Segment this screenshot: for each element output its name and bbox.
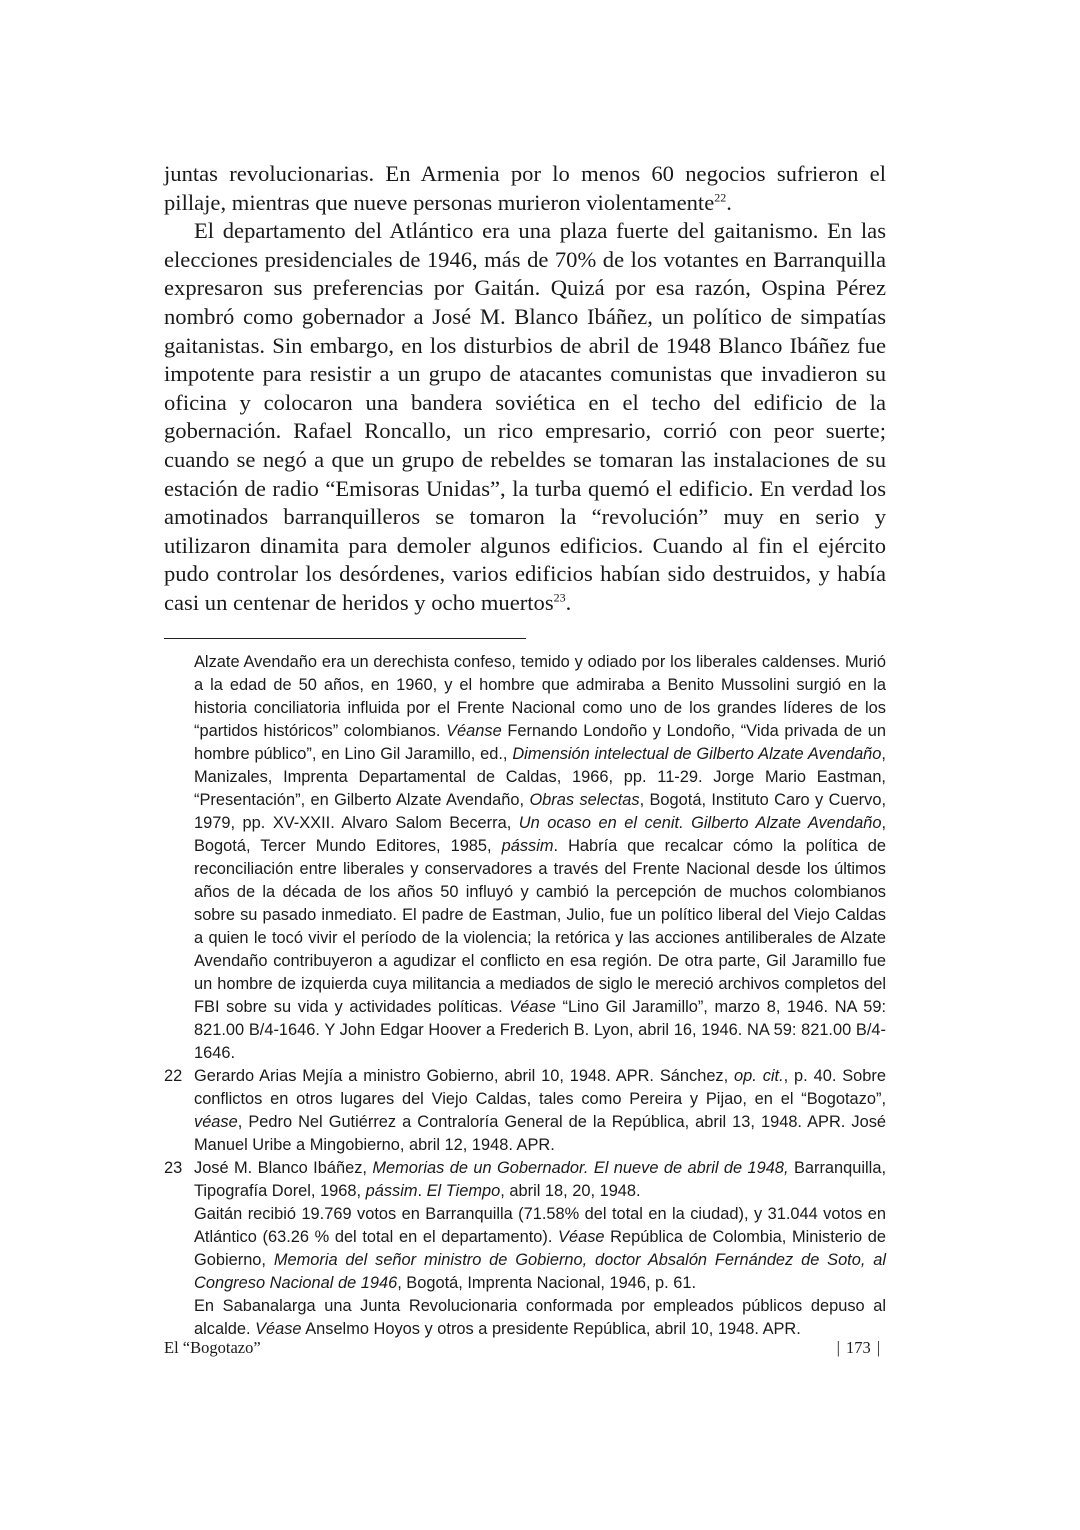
paragraph-2 [164, 217, 886, 617]
page-number-bar-right: | [876, 1338, 880, 1357]
page-number: 173 [845, 1338, 871, 1357]
paragraph-2-end: . [565, 589, 572, 615]
footnote-number: 22 [164, 1066, 183, 1085]
footnote-extra-2: En Sabanalarga una Junta Revolucionaria conformada por empleados públicos depuso al alcalde. Véase Anselmo Hoyos y otros a presidente República, abril 10, 1948. APR. [194, 1296, 886, 1338]
footnote-ref-23[interactable]: 23 [553, 590, 566, 605]
footnote-divider [164, 638, 526, 639]
footnote-extra-1: Gaitán recibió 19.769 votos en Barranquilla (71.58% del total en la ciudad), y 31.044 votos en Atlántico (63.26 % del total en el departamento). Véase República de Colombia, Ministerio de Gobierno, Memoria del señor ministro de Gobierno, doctor Absalón Fernández de Soto, al Congreso Nacional de 1946, Bogotá, Imprenta Nacional, 1946, p. 61. [194, 1204, 886, 1292]
page-number-block [831, 1337, 886, 1359]
footnote-23: 23 José M. Blanco Ibáñez, Memorias de un Gobernador. El nueve de abril de 1948, Barranquilla, Tipografía Dorel, 1968, pássim. El Tiempo, abril 18, 20, 1948. [164, 1158, 886, 1200]
paragraph-1-end: . [726, 189, 732, 215]
footnote-ref-22[interactable]: 22 [714, 190, 727, 205]
footnote-22: 22 Gerardo Arias Mejía a ministro Gobierno, abril 10, 1948. APR. Sánchez, op. cit., p. 40. Sobre conflictos en otros lugares del Viejo Caldas, tales como Pereira y Pijao, en el “Bogotazo”, véase, Pedro Nel Gutiérrez a Contraloría General de la República, abril 13, 1948. APR. José Manuel Uribe a Mingobierno, abril 12, 1948. APR. [164, 1066, 886, 1154]
paragraph-1-text: juntas revolucionarias. En Armenia por lo menos 60 negocios sufrieron el pillaje, mientras que nueve personas murieron violentamente [164, 161, 886, 215]
paragraph-2-text: El departamento del Atlántico era una plaza fuerte del gaitanismo. En las elecciones presidenciales de 1946, más de 70% de los votantes en Barranquilla expresaron sus preferencias por Gaitán. Quizá por esa razón, Ospina Pérez nombró como gobernador a José M. Blanco Ibáñez, un político de simpatías gaitanistas. Sin embargo, en los disturbios de abril de 1948 Blanco Ibáñez fue impotente para resistir a un grupo de atacantes comunistas que invadieron su oficina y colocaron una bandera soviética en el techo del edificio de la gobernación. Rafael Roncallo, un rico empresario, corrió con peor suerte; cuando se negó a que un grupo de rebeldes se tomaran las instalaciones de su estación de radio “Emisoras Unidas”, la turba quemó el edificio. En verdad los amotinados barranquilleros se tomaron la “revolución” muy en serio y utilizaron dinamita para demoler algunos edificios. Cuando al fin el ejército pudo controlar los desórdenes, varios edificios habían sido destruidos, y había casi un centenar de heridos y ocho muertos [164, 218, 886, 615]
main-text [164, 160, 886, 618]
paragraph-1 [164, 160, 886, 217]
running-title: El “Bogotazo” [164, 1338, 261, 1357]
footnote-number: 23 [164, 1158, 183, 1177]
page-content [164, 160, 886, 1341]
footnote-continuation: Alzate Avendaño era un derechista confeso, temido y odiado por los liberales caldenses. Murió a la edad de 50 años, en 1960, y el hombre que admiraba a Benito Mussolini surgió en la historia conciliatoria influida por el Frente Nacional como uno de los grandes líderes de los “partidos históricos” colombianos. Véanse Fernando Londoño y Londoño, “Vida privada de un hombre público”, en Lino Gil Jaramillo, ed., Dimensión intelectual de Gilberto Alzate Avendaño, Manizales, Imprenta Departamental de Caldas, 1966, pp. 11-29. Jorge Mario Eastman, “Presentación”, en Gilberto Alzate Avendaño, Obras selectas, Bogotá, Instituto Caro y Cuervo, 1979, pp. XV-XXII. Alvaro Salom Becerra, Un ocaso en el cenit. Gilberto Alzate Avendaño, Bogotá, Tercer Mundo Editores, 1985, pássim. Habría que recalcar cómo la política de reconciliación entre liberales y conservadores a través del Frente Nacional desde los últimos años de la década de los años 50 influyó y cambió la percepción de muchos colombianos sobre su pasado inmediato. El padre de Eastman, Julio, fue un político liberal del Viejo Caldas a quien le tocó vivir el período de la violencia; la retórica y las acciones antiliberales de Alzate Avendaño contribuyeron a agudizar el conflicto en esa región. De otra parte, Gil Jaramillo fue un hombre de izquierda cuya militancia a mediados de siglo le mereció archivos completos del FBI sobre su vida y actividades políticas. Véase “Lino Gil Jaramillo”, marzo 8, 1946. NA 59: 821.00 B/4-1646. Y John Edgar Hoover a Frederich B. Lyon, abril 16, 1946. NA 59: 821.00 B/4-1646. [194, 652, 887, 1062]
page-number-bar-left: | [836, 1338, 840, 1357]
footnotes [164, 651, 886, 1341]
